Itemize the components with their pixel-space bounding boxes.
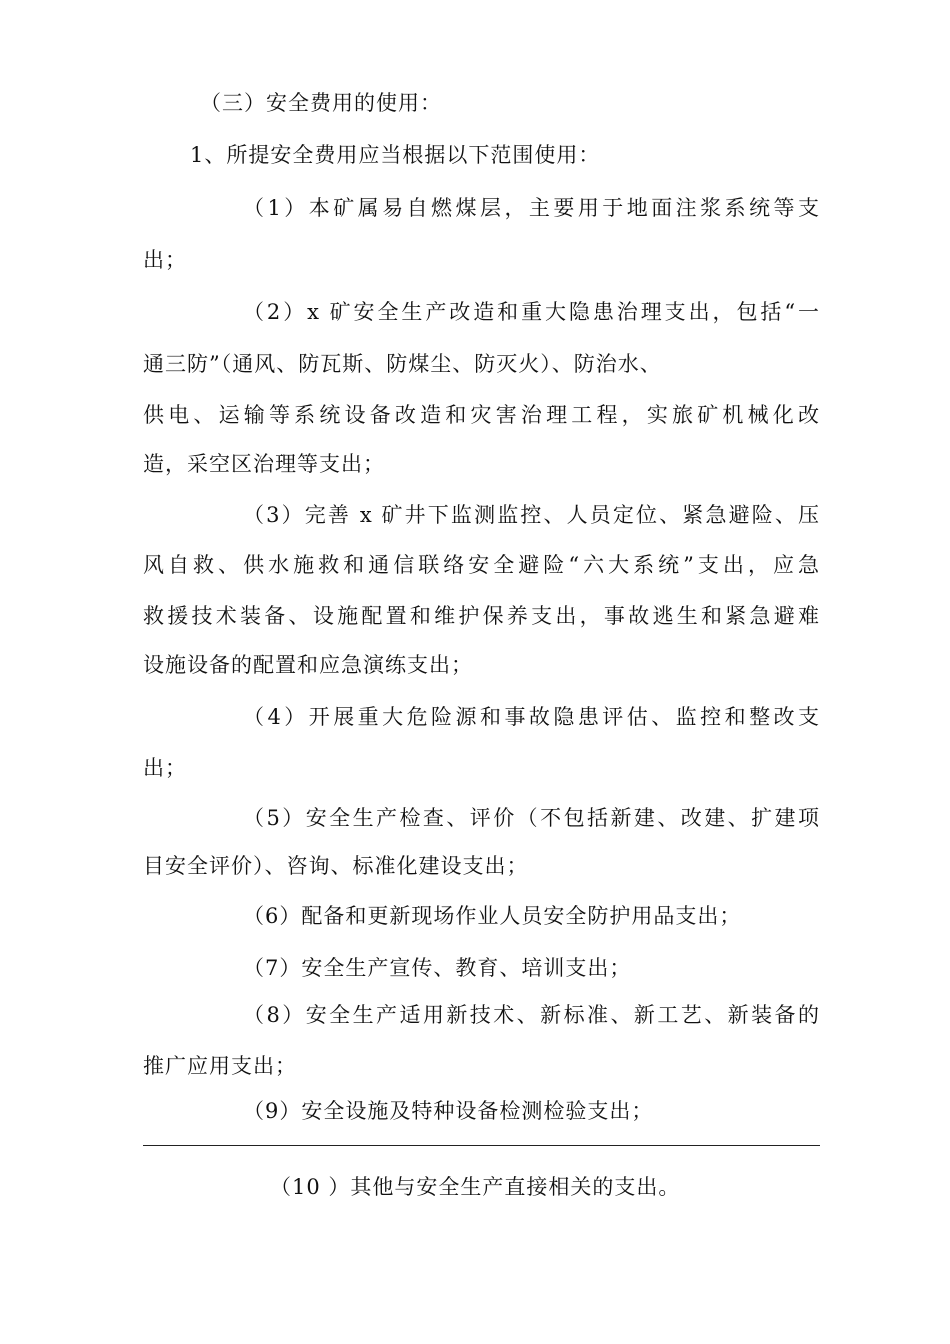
item-3-line-2: 风自救、供水施救和通信联络安全避险“六大系统”支出，应急 [143, 553, 820, 577]
item-5-line-1: （5）安全生产检查、评价（不包括新建、改建、扩建项 [243, 806, 820, 830]
item-4-line-2: 出； [143, 756, 187, 780]
item-6-line-1: （6）配备和更新现场作业人员安全防护用品支出； [243, 904, 742, 928]
item-2-line-3: 供电、运输等系统设备改造和灾害治理工程，实旅矿机械化改 [143, 403, 820, 427]
section-heading: （三）安全费用的使用： [200, 91, 442, 115]
item-5-line-2: 目安全评价）、咨询、标准化建设支出； [143, 854, 529, 878]
item-9-line-1: （9）安全设施及特种设备检测检验支出； [243, 1099, 654, 1123]
item-2-line-4: 造，采空区治理等支出； [143, 452, 385, 476]
item-10-line-1: （10 ）其他与安全生产直接相关的支出。 [270, 1175, 681, 1199]
clause-1: 1、所提安全费用应当根据以下范围使用： [190, 143, 601, 167]
item-3-line-4: 设施设备的配置和应急演练支出； [143, 653, 473, 677]
item-4-line-1: （4）开展重大危险源和事故隐患评估、监控和整改支 [243, 705, 820, 729]
item-3-line-3: 救援技术装备、设施配置和维护保养支出，事故逃生和紧急避难 [143, 604, 820, 628]
item-2-line-1: （2）x 矿安全生产改造和重大隐患治理支出，包括“一 [243, 300, 820, 324]
item-7-line-1: （7）安全生产宣传、教育、培训支出； [243, 956, 632, 980]
item-2-line-2: 通三防”（通风、防瓦斯、防煤尘、防灭火）、防治水、 [143, 352, 662, 376]
item-8-line-2: 推广应用支出； [143, 1054, 297, 1078]
item-8-line-1: （8）安全生产适用新技术、新标准、新工艺、新装备的 [243, 1003, 820, 1027]
item-1-line-1: （1）本矿属易自燃煤层，主要用于地面注浆系统等支 [243, 196, 820, 220]
item-3-line-1: （3）完善 x 矿井下监测监控、人员定位、紧急避险、压 [243, 503, 820, 527]
horizontal-divider [143, 1145, 820, 1146]
item-1-line-2: 出； [143, 248, 187, 272]
